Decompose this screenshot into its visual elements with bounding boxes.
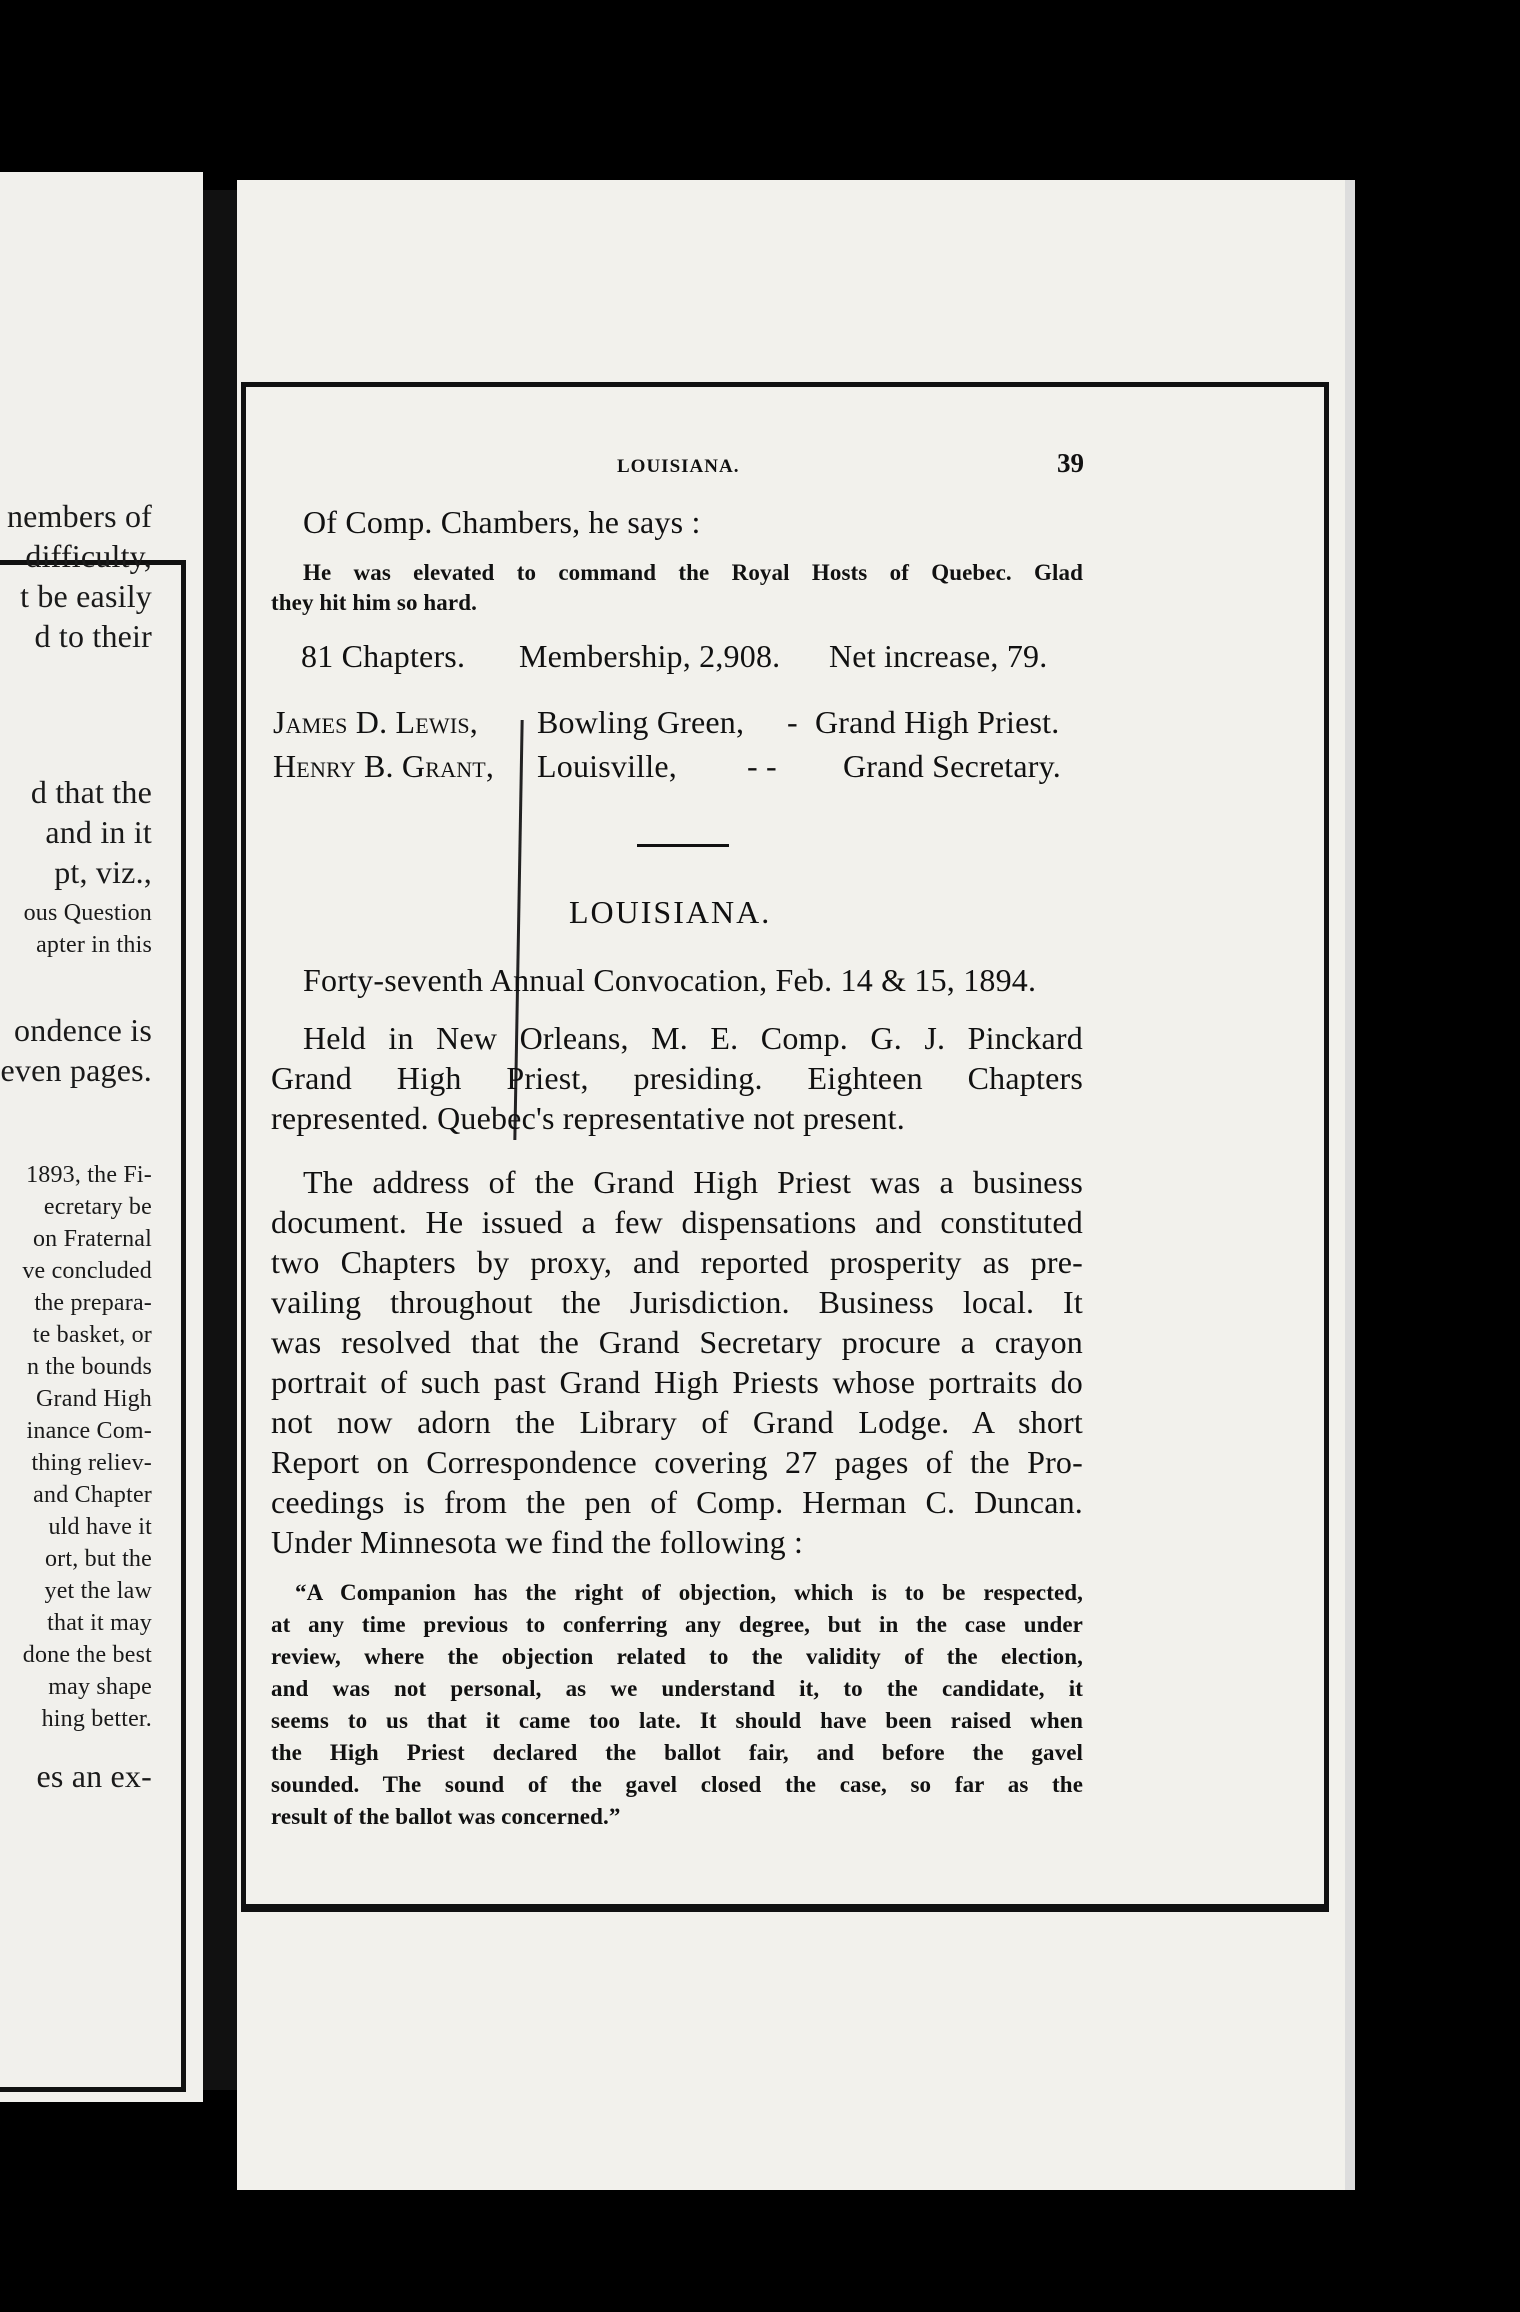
left-line: ecretary be — [43, 1194, 152, 1220]
officer-place: Bowling Green, — [537, 704, 745, 740]
left-line: t be easily — [20, 578, 152, 614]
para-line: represented. Quebec's representative not present. — [271, 1100, 905, 1136]
left-line: done the best — [22, 1642, 152, 1668]
para-line: Report on Correspondence covering 27 pages of the Pro- — [271, 1444, 1083, 1480]
left-line: and Chapter — [33, 1482, 152, 1508]
quote-line: He was elevated to command the Royal Hosts of Quebec. Glad — [303, 560, 1083, 585]
left-line: uld have it — [48, 1514, 152, 1540]
quote-line: at any time previous to conferring any degree, but in the case under — [271, 1612, 1083, 1637]
left-line: ous Question — [23, 900, 152, 926]
officer-place: Louisville, — [537, 748, 677, 784]
frame-bottom-rule — [241, 1904, 1329, 1907]
quote-line: and was not personal, as we understand it, to the candidate, it — [271, 1676, 1083, 1701]
left-line: nembers of — [6, 498, 152, 534]
officer-name: Henry B. Grant, — [273, 748, 495, 784]
left-line: n the bounds — [26, 1354, 152, 1380]
book-gutter — [203, 190, 237, 2090]
officer-title: Grand High Priest. — [815, 704, 1060, 740]
left-line: d that the — [30, 774, 152, 810]
left-line: es an ex- — [36, 1758, 152, 1794]
quote-line: sounded. The sound of the gavel closed the case, so far as the — [271, 1772, 1083, 1797]
para-line: Grand High Priest, presiding. Eighteen Chapters — [271, 1060, 1083, 1096]
officer-name: James D. Lewis, — [273, 704, 478, 740]
para-line: ceedings is from the pen of Comp. Herman C. Duncan. — [271, 1484, 1083, 1520]
left-line: 1893, the Fi- — [26, 1162, 152, 1188]
convocation-line: Forty-seventh Annual Convocation, Feb. 14 & 15, 1894. — [303, 962, 1037, 998]
para-line: document. He issued a few dispensations and constituted — [271, 1204, 1083, 1240]
left-line: d to their — [34, 618, 152, 654]
left-line: on Fraternal — [32, 1226, 152, 1252]
para-line: The address of the Grand High Priest was a business — [303, 1164, 1083, 1200]
quote-line: “A Companion has the right of objection, which is to be respected, — [295, 1580, 1083, 1605]
stat-increase: Net increase, 79. — [829, 638, 1048, 674]
intro-line: Of Comp. Chambers, he says : — [303, 504, 701, 540]
para-line: vailing throughout the Jurisdiction. Business local. It — [271, 1284, 1083, 1320]
left-line: hing better. — [41, 1706, 152, 1732]
left-line: te basket, or — [32, 1322, 152, 1348]
section-divider — [637, 844, 729, 847]
quote-line: result of the ballot was concerned.” — [271, 1804, 621, 1829]
quote-line: review, where the objection related to the validity of the election, — [271, 1644, 1083, 1669]
para-line: not now adorn the Library of Grand Lodge. A short — [271, 1404, 1083, 1440]
page-number: 39 — [1057, 448, 1084, 478]
para-line: was resolved that the Grand Secretary procure a crayon — [271, 1324, 1083, 1360]
quote-line: seems to us that it came too late. It should have been raised when — [271, 1708, 1083, 1733]
quote-line: they hit him so hard. — [271, 590, 477, 615]
para-line: Under Minnesota we find the following : — [271, 1524, 804, 1560]
left-line: that it may — [47, 1610, 152, 1636]
left-line: and in it — [45, 814, 152, 850]
left-line: inance Com- — [26, 1418, 152, 1444]
left-line: pt, viz., — [54, 854, 152, 890]
officer-dash: - — [787, 704, 798, 740]
left-line: apter in this — [36, 932, 152, 958]
para-line: portrait of such past Grand High Priests whose portraits do — [271, 1364, 1083, 1400]
officer-title: Grand Secretary. — [843, 748, 1061, 784]
previous-page — [0, 172, 203, 2102]
quote-line: the High Priest declared the ballot fair, and before the gavel — [271, 1740, 1083, 1765]
left-line: ort, but the — [44, 1546, 152, 1572]
section-title: LOUISIANA. — [569, 894, 772, 930]
left-line: may shape — [48, 1674, 152, 1700]
left-line: even pages. — [0, 1052, 152, 1088]
para-line: Held in New Orleans, M. E. Comp. G. J. Pinckard — [303, 1020, 1083, 1056]
para-line: two Chapters by proxy, and reported prosperity as pre- — [271, 1244, 1083, 1280]
left-line: yet the law — [44, 1578, 152, 1604]
stat-chapters: 81 Chapters. — [301, 638, 466, 674]
left-line: Grand High — [36, 1386, 152, 1412]
running-head: LOUISIANA. — [617, 456, 740, 477]
left-line: ve concluded — [22, 1258, 152, 1284]
officer-dash: - - — [747, 748, 777, 784]
left-line: the prepara- — [34, 1290, 152, 1316]
current-page — [237, 180, 1345, 2190]
left-line: thing reliev- — [31, 1450, 152, 1476]
stat-membership: Membership, 2,908. — [519, 638, 781, 674]
left-line: ondence is — [14, 1012, 152, 1048]
left-line: difficulty, — [25, 538, 152, 574]
page-edge — [1345, 180, 1355, 2190]
